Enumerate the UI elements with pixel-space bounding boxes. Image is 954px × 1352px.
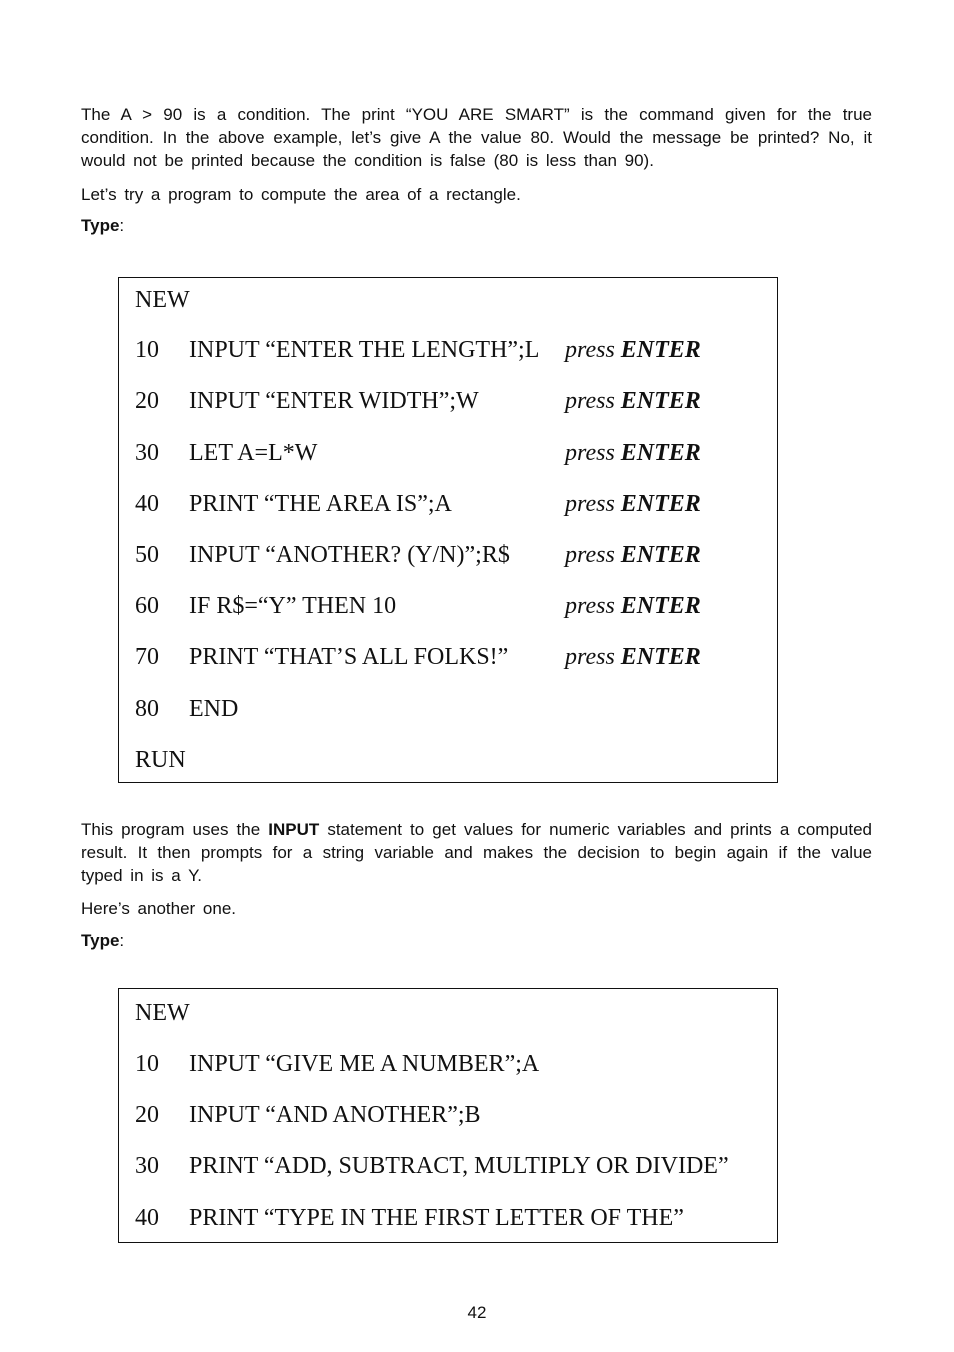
press-enter-note (565, 591, 701, 621)
press-word: press (565, 542, 615, 568)
enter-key: ENTER (620, 491, 701, 517)
line-number: 70 (135, 644, 159, 670)
statement: INPUT “GIVE ME A NUMBER”;A (189, 1051, 540, 1077)
statement: INPUT “ANOTHER? (Y/N)”;R$ (189, 542, 510, 568)
intro-paragraph: The A > 90 is a condition. The print “YOU ARE SMART” is the command given for the true condition. In the above example, let’s give A the value 80. Would the message be printed? No, it would not be printed because the condition is false (80 is less than 90). (81, 105, 872, 170)
press-word: press (565, 337, 615, 363)
explanation-text-1: This program uses the (81, 820, 269, 839)
statement: PRINT “THE AREA IS”;A (189, 491, 452, 517)
command-text: NEW (135, 1000, 190, 1026)
statement: PRINT “ADD, SUBTRACT, MULTIPLY OR DIVIDE” (189, 1153, 729, 1179)
statement: INPUT “ENTER WIDTH”;W (189, 388, 479, 414)
enter-key: ENTER (620, 644, 701, 670)
enter-key: ENTER (620, 542, 701, 568)
type-label-colon: : (119, 931, 125, 950)
program-1-box (118, 277, 778, 783)
statement: INPUT “ENTER THE LENGTH”;L (189, 337, 540, 363)
command-text: RUN (135, 747, 186, 773)
explanation-paragraph (81, 818, 872, 887)
press-enter-note (565, 489, 701, 519)
statement: INPUT “AND ANOTHER”;B (189, 1102, 481, 1128)
line-number: 40 (135, 491, 159, 517)
press-enter-note (565, 540, 701, 570)
press-enter-note (565, 335, 701, 365)
press-word: press (565, 440, 615, 466)
line-number: 20 (135, 388, 159, 414)
enter-key: ENTER (620, 388, 701, 414)
press-enter-note (565, 386, 701, 416)
enter-key: ENTER (620, 440, 701, 466)
statement: IF R$=“Y” THEN 10 (189, 593, 397, 619)
command-text: NEW (135, 287, 190, 313)
line-number: 10 (135, 1051, 159, 1077)
enter-key: ENTER (620, 593, 701, 619)
press-word: press (565, 491, 615, 517)
type-label-text: Type (81, 931, 120, 950)
line-number: 50 (135, 542, 159, 568)
press-word: press (565, 593, 615, 619)
line-number: 30 (135, 440, 159, 466)
statement: PRINT “TYPE IN THE FIRST LETTER OF THE” (189, 1205, 684, 1231)
line-number: 60 (135, 593, 159, 619)
line-number: 20 (135, 1102, 159, 1128)
another-one-text: Here’s another one. (81, 899, 237, 918)
press-word: press (565, 388, 615, 414)
type-label-text: Type (81, 216, 120, 235)
line-number: 80 (135, 696, 159, 722)
enter-key: ENTER (620, 337, 701, 363)
press-enter-note (565, 642, 701, 672)
press-enter-note (565, 438, 701, 468)
explanation-text-2: statement to get values for numeric variables and prints a computed result. It then prompts for a string variable and makes the decision to begin again if the value typed in is a Y. (81, 820, 873, 885)
statement: LET A=L*W (189, 440, 318, 466)
statement: END (189, 696, 239, 722)
line-number: 40 (135, 1205, 159, 1231)
type-label-1 (81, 216, 124, 236)
program-2-box (118, 988, 778, 1243)
input-keyword: INPUT (268, 820, 320, 839)
page-number: 42 (467, 1303, 487, 1322)
type-label-colon: : (119, 216, 125, 235)
line-number: 30 (135, 1153, 159, 1179)
type-label-2 (81, 931, 124, 951)
statement: PRINT “THAT’S ALL FOLKS!” (189, 644, 509, 670)
rectangle-intro-text: Let’s try a program to compute the area of a rectangle. (81, 185, 521, 204)
press-word: press (565, 644, 615, 670)
line-number: 10 (135, 337, 159, 363)
